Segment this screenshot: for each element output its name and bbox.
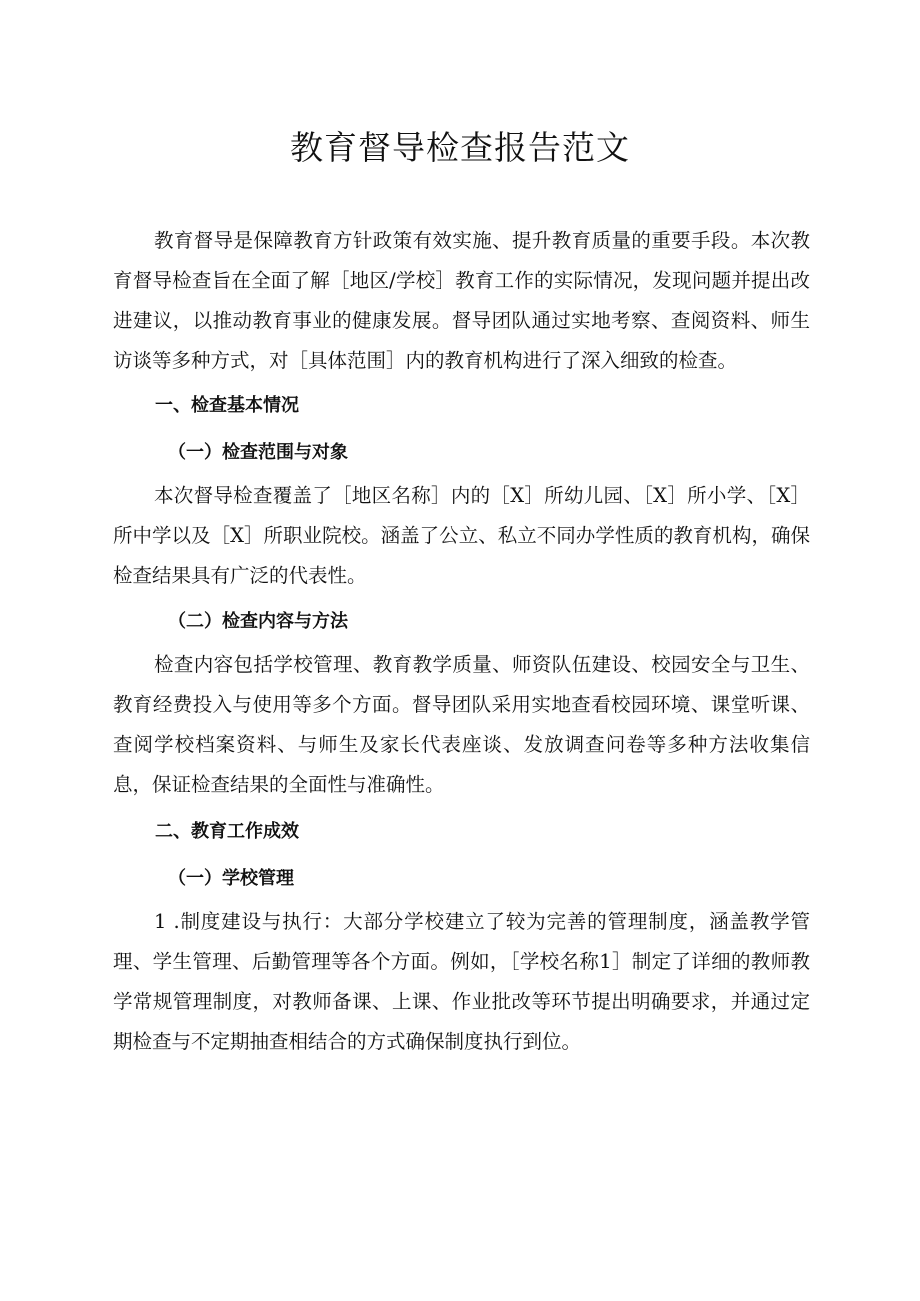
section-2-1-heading: （一）学校管理 <box>168 868 294 889</box>
document-title: 教育督导检查报告范文 <box>290 128 630 167</box>
section-2-heading: 二、教育工作成效 <box>155 821 299 842</box>
document-body <box>113 221 810 1062</box>
section-1-2-heading: （二）检查内容与方法 <box>168 611 348 632</box>
section-1-1-heading: （一）检查范围与对象 <box>168 442 348 463</box>
section-1-2-paragraph: 检查内容包括学校管理、教育教学质量、师资队伍建设、校园安全与卫生、教育经费投入与使用等多个方面。督导团队采用实地查看校园环境、课堂听课、查阅学校档案资料、与师生及家长代表座谈、发放调查问卷等多种方法收集信息，保证检查结果的全面性与准确性。 <box>113 653 810 796</box>
section-1-heading: 一、检查基本情况 <box>155 395 299 416</box>
section-2-1-item-1: 1 .制度建设与执行：大部分学校建立了较为完善的管理制度，涵盖教学管理、学生管理、后勤管理等各个方面。例如，［学校名称1］制定了详细的教师教学常规管理制度，对教师备课、上课、作业批改等环节提出明确要求，并通过定期检查与不定期抽查相结合的方式确保制度执行到位。 <box>113 910 810 1053</box>
section-1-1-paragraph: 本次督导检查覆盖了［地区名称］内的［X］所幼儿园、［X］所小学、［X］所中学以及［X］所职业院校。涵盖了公立、私立不同办学性质的教育机构，确保检查结果具有广泛的代表性。 <box>113 484 810 587</box>
intro-paragraph: 教育督导是保障教育方针政策有效实施、提升教育质量的重要手段。本次教育督导检查旨在全面了解［地区/学校］教育工作的实际情况，发现问题并提出改进建议，以推动教育事业的健康发展。督导团队通过实地考察、查阅资料、师生访谈等多种方式，对［具体范围］内的教育机构进行了深入细致的检查。 <box>113 229 810 372</box>
